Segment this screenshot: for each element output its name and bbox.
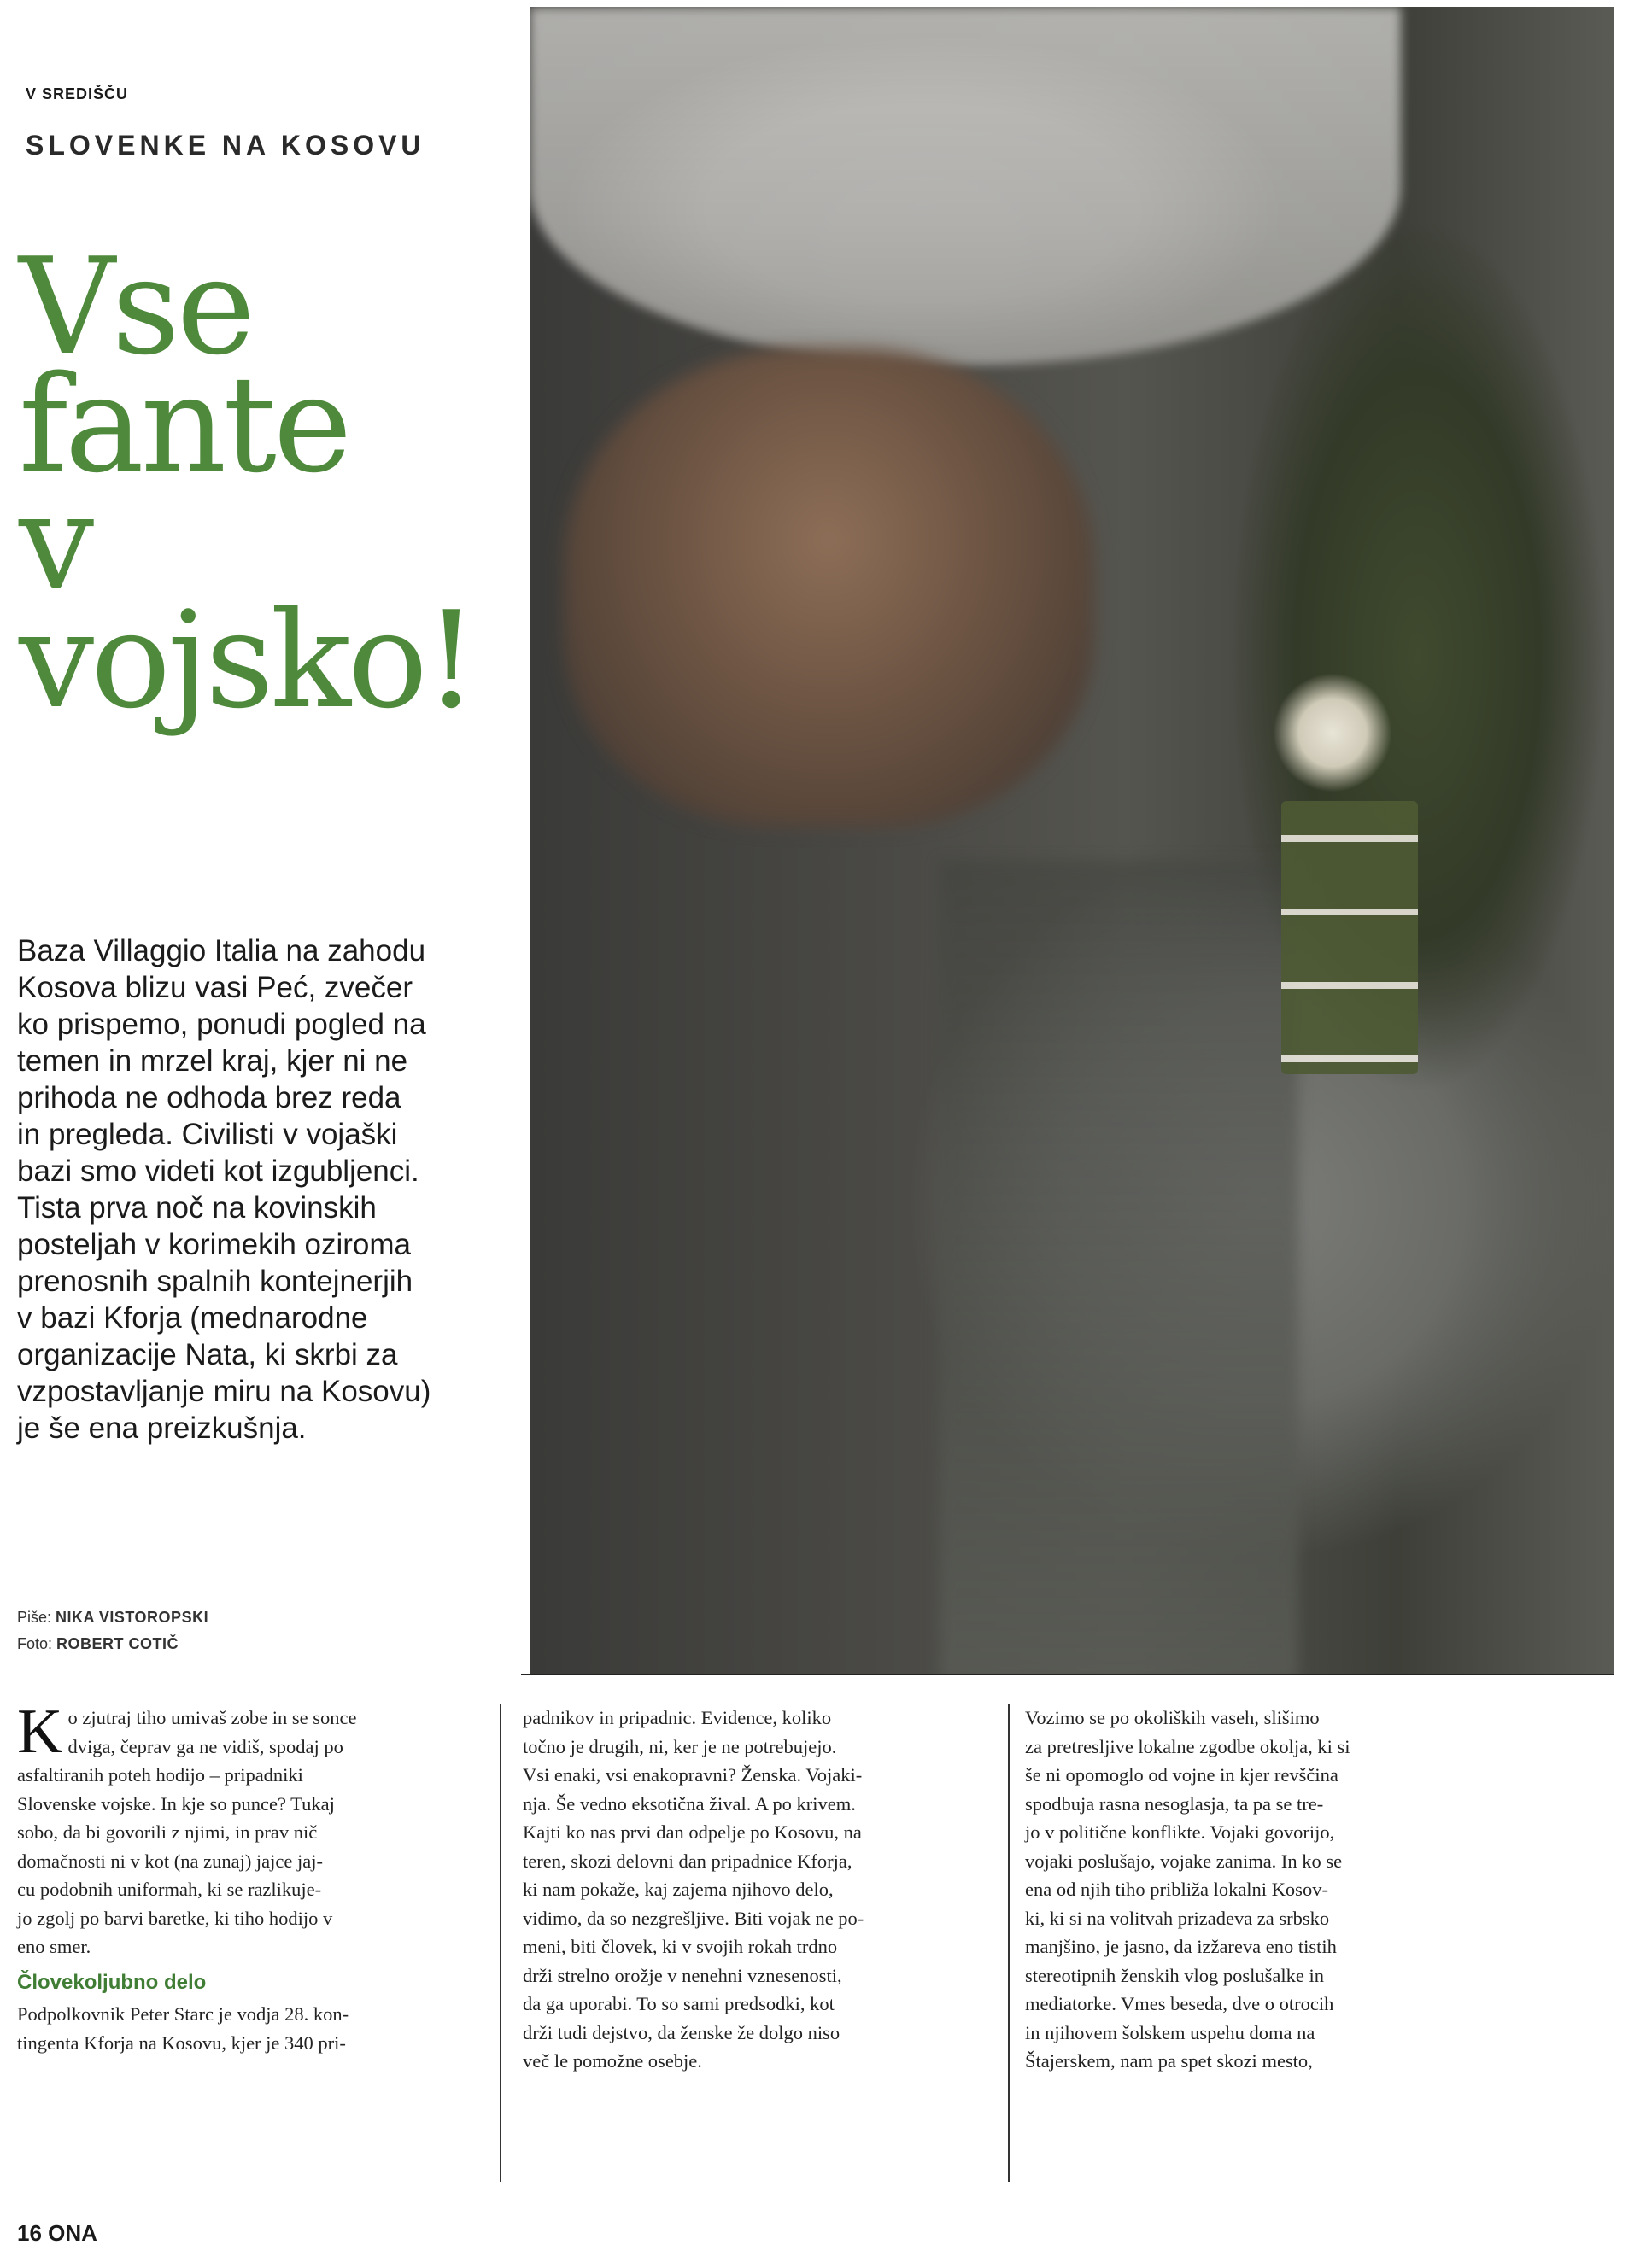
- body-line: več le pomožne osebje.: [523, 2050, 702, 2072]
- body-line: Slovenske vojske. In kje so punce? Tukaj: [17, 1792, 335, 1815]
- headline-line: v: [19, 465, 91, 620]
- lead-line: temen in mrzel kraj, kjer ni ne: [17, 1044, 408, 1078]
- author-name: NIKA VISTOROPSKI: [56, 1609, 209, 1626]
- body-line: spodbuja rasna nesoglasja, ta pa se tre-: [1025, 1792, 1324, 1815]
- photo-strap: [1281, 801, 1418, 1074]
- lead-line: je še ena preizkušnja.: [17, 1412, 307, 1445]
- body-line: mediatorke. Vmes beseda, dve o otrocih: [1025, 1993, 1334, 2014]
- body-line: ki, ki si na volitvah prizadeva za srbsko: [1025, 1907, 1330, 1929]
- lead-line: prihoda ne odhoda brez reda: [17, 1081, 401, 1114]
- headline-line: vojsko!: [19, 582, 475, 738]
- body-line: stereotipnih ženskih vlog poslušalke in: [1025, 1964, 1324, 1986]
- body-column-1: [17, 1697, 483, 2057]
- body-line: padnikov in pripadnic. Evidence, koliko: [523, 1707, 832, 1728]
- column-divider: [500, 1704, 501, 2182]
- body-line: da ga uporabi. To so sami predsodki, kot: [523, 1993, 835, 2014]
- body-line: Štajerskem, nam pa spet skozi mesto,: [1025, 2050, 1313, 2072]
- cover-photo: [530, 7, 1614, 1674]
- body-line: o zjutraj tiho umivaš zobe in se sonce: [67, 1707, 357, 1728]
- photo-face: [564, 348, 1093, 827]
- body-line: za pretresljive lokalne zgodbe okolja, ki si: [1025, 1735, 1350, 1757]
- body-line: eno smer.: [17, 1936, 91, 1957]
- photo-background-figure: [940, 861, 1298, 1674]
- body-line: ki nam pokaže, kaj zajema njihovo delo,: [523, 1879, 834, 1900]
- body-line: jo zgolj po barvi baretke, ki tiho hodijo v: [17, 1907, 333, 1929]
- photographer-name: ROBERT COTIČ: [56, 1635, 179, 1652]
- lead-line: prenosnih spalnih kontejnerjih: [17, 1265, 413, 1298]
- body-line: ena od njih tiho približa lokalni Kosov-: [1025, 1879, 1328, 1900]
- body-line: domačnosti ni v kot (na zunaj) jajce jaj-: [17, 1850, 324, 1872]
- article-headline: [19, 229, 531, 738]
- photo-helmet: [530, 7, 1401, 365]
- body-line: teren, skozi delovni dan pripadnice Kforja,: [523, 1850, 852, 1872]
- headline-line: fante: [19, 347, 349, 502]
- page-footer: [17, 2220, 97, 2247]
- body-line: še ni opomoglo od vojne in kjer revščina: [1025, 1764, 1338, 1786]
- photo-credit: [17, 1635, 208, 1653]
- body-column-3: [1025, 1704, 1495, 2076]
- body-line: tingenta Kforja na Kosovu, kjer je 340 pri-: [17, 2031, 346, 2054]
- section-label: V SREDIŠČU: [26, 85, 129, 102]
- lead-line: v bazi Kforja (mednarodne: [17, 1301, 368, 1335]
- body-line: in njihovem šolskem uspehu doma na: [1025, 2021, 1315, 2043]
- lead-line: bazi smo videti kot izgubljenci.: [17, 1154, 419, 1188]
- article-kicker: SLOVENKE NA KOSOVU: [26, 130, 425, 161]
- body-line: vidimo, da so nezgrešljive. Biti vojak ne po-: [523, 1907, 864, 1929]
- body-line: Podpolkovnik Peter Starc je vodja 28. kon-: [17, 2003, 349, 2025]
- body-line: cu podobnih uniformah, ki se razlikuje-: [17, 1879, 322, 1900]
- body-line: Vsi enaki, vsi enakopravni? Ženska. Vojaki-: [523, 1764, 863, 1786]
- subheading: Človekoljubno delo: [17, 1970, 207, 1994]
- body-line: manjšino, je jasno, da izžareva eno tistih: [1025, 1936, 1337, 1957]
- lead-line: vzpostavljanje miru na Kosovu): [17, 1375, 431, 1408]
- body-line: nja. Še vedno eksotična žival. A po krivem.: [523, 1792, 856, 1815]
- body-line: vojaki poslušajo, vojake zanima. In ko se: [1025, 1850, 1343, 1872]
- body-line: dviga, čeprav ga ne vidiš, spodaj po: [67, 1735, 343, 1757]
- author-label: Piše:: [17, 1609, 52, 1626]
- photo-label: Foto:: [17, 1635, 53, 1652]
- photo-badge: [1273, 673, 1392, 792]
- lead-line: posteljah v korimekih oziroma: [17, 1228, 412, 1261]
- body-line: Vozimo se po okoliških vaseh, slišimo: [1025, 1707, 1320, 1728]
- lead-line: Tista prva noč na kovinskih: [17, 1191, 377, 1225]
- author-credit: [17, 1609, 208, 1627]
- lead-paragraph: [17, 932, 530, 1447]
- body-line: drži strelno orožje v nenehni vznesenosti,: [523, 1964, 842, 1986]
- body-line: asfaltiranih poteh hodijo – pripadniki: [17, 1764, 303, 1786]
- lead-line: in pregleda. Civilisti v vojaški: [17, 1118, 398, 1151]
- lead-line: ko prispemo, ponudi pogled na: [17, 1008, 426, 1041]
- page-number: 16: [17, 2220, 42, 2246]
- lead-line: organizacije Nata, ki skrbi za: [17, 1338, 398, 1371]
- column-top-rule: [521, 1674, 1614, 1675]
- body-line: jo v politične konflikte. Vojaki govorijo,: [1025, 1821, 1335, 1843]
- lead-line: Baza Villaggio Italia na zahodu: [17, 934, 426, 967]
- byline: [17, 1609, 208, 1662]
- drop-cap: K: [17, 1697, 63, 1767]
- magazine-name: ONA: [48, 2220, 97, 2246]
- body-column-2: [523, 1704, 988, 2076]
- column-divider: [1008, 1704, 1010, 2182]
- headline-line: Vse: [19, 229, 253, 384]
- lead-line: Kosova blizu vasi Peć, zvečer: [17, 971, 413, 1004]
- body-line: sobo, da bi govorili z njimi, in prav nič: [17, 1821, 318, 1843]
- body-line: Kajti ko nas prvi dan odpelje po Kosovu, na: [523, 1821, 862, 1843]
- body-line: točno je drugih, ni, ker je ne potrebujejo.: [523, 1735, 837, 1757]
- body-line: meni, biti človek, ki v svojih rokah trdno: [523, 1936, 838, 1957]
- body-line: drži tudi dejstvo, da ženske že dolgo niso: [523, 2021, 840, 2043]
